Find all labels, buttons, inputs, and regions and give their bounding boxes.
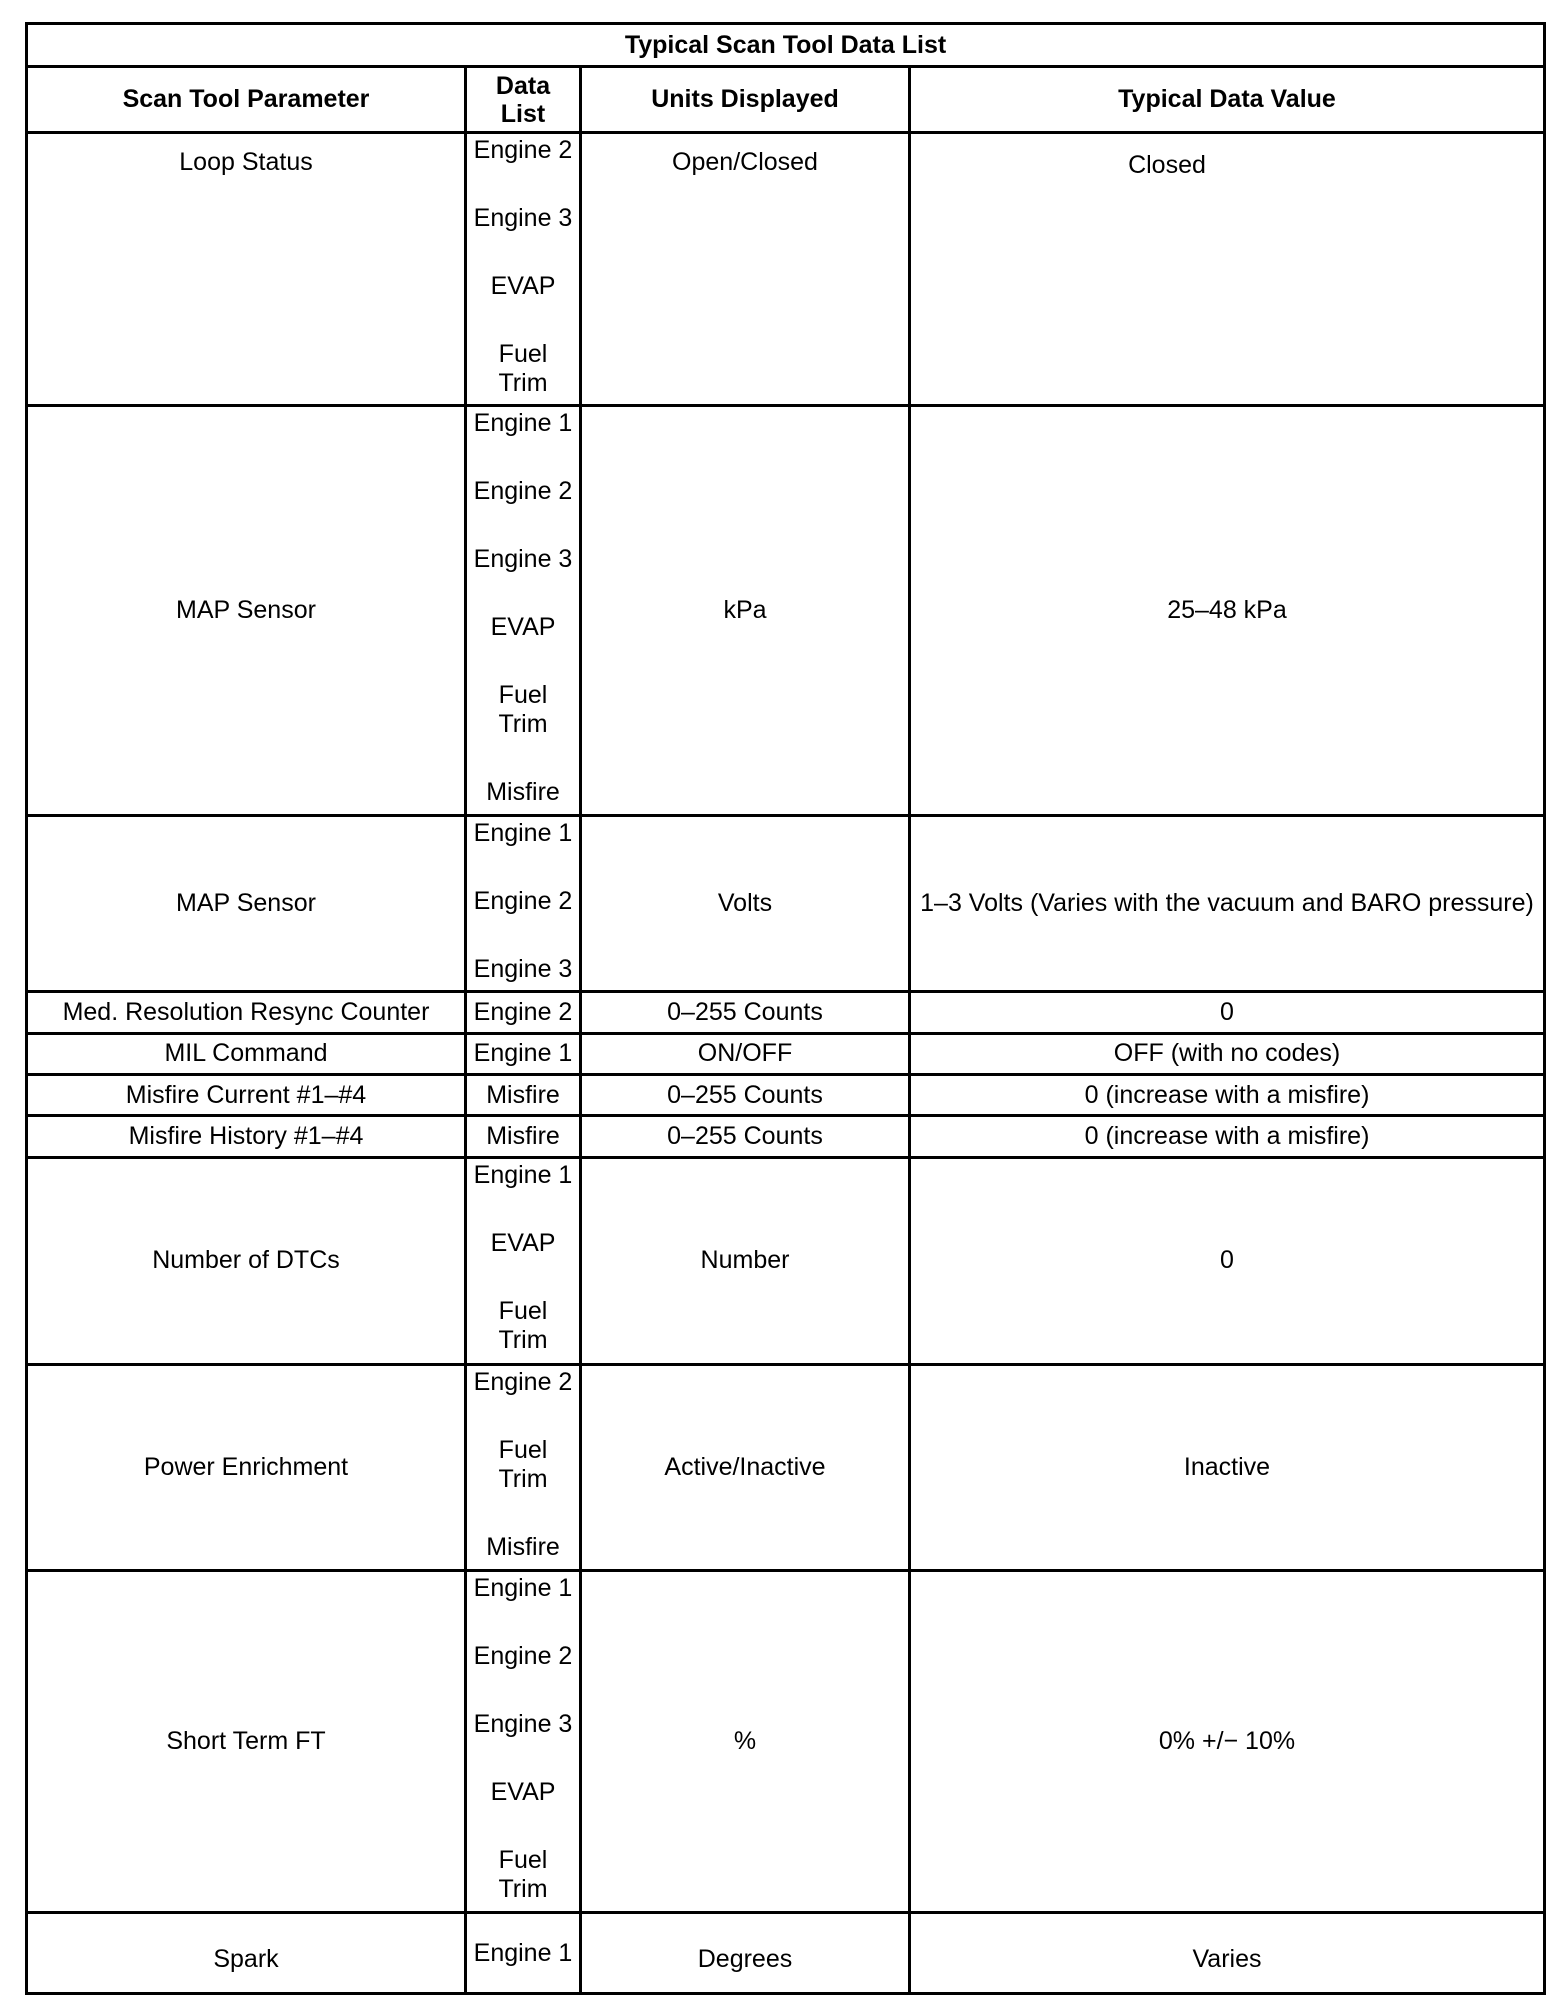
typical-value-cell xyxy=(910,1116,1545,1157)
data-list-item: Engine 1 xyxy=(473,1039,573,1068)
typical-value-cell-text: 1–3 Volts (Varies with the vacuum and BARO pressure) xyxy=(920,889,1534,918)
typical-value-cell xyxy=(910,1075,1545,1116)
data-list-item: Engine 2 xyxy=(473,886,573,915)
units-cell xyxy=(581,1913,910,1994)
parameter-cell-text: Spark xyxy=(213,1944,279,1973)
data-list-cell xyxy=(466,815,581,992)
data-list-item: Misfire xyxy=(486,778,560,807)
data-list-item: Engine 2 xyxy=(473,1367,573,1396)
typical-value-cell xyxy=(910,1364,1545,1571)
table-row xyxy=(27,815,1545,992)
typical-value-cell-text: Varies xyxy=(1192,1944,1262,1973)
data-list-item: Fuel Trim xyxy=(498,1846,548,1904)
table-title: Typical Scan Tool Data List xyxy=(27,24,1545,67)
data-list-item: Engine 2 xyxy=(473,136,573,164)
parameter-cell-text: Power Enrichment xyxy=(143,1452,349,1481)
table-row xyxy=(27,1913,1545,1994)
units-cell-text: Volts xyxy=(717,889,773,918)
typical-value-cell-text: Inactive xyxy=(1183,1452,1271,1481)
header-units-displayed: Units Displayed xyxy=(581,67,910,133)
parameter-cell-text: Med. Resolution Resync Counter xyxy=(62,998,430,1027)
data-list-item: Engine 1 xyxy=(473,409,573,438)
table-row xyxy=(27,992,1545,1033)
units-cell xyxy=(581,133,910,406)
data-list-cell xyxy=(466,1571,581,1913)
data-list-cell xyxy=(466,992,581,1033)
units-cell-text: Degrees xyxy=(697,1944,793,1973)
data-list-cell xyxy=(466,133,581,406)
parameter-cell-text: MIL Command xyxy=(164,1039,328,1068)
data-list-item: Engine 3 xyxy=(473,545,573,574)
units-cell xyxy=(581,1033,910,1074)
units-cell-text: 0–255 Counts xyxy=(667,1080,823,1109)
header-scan-tool-parameter: Scan Tool Parameter xyxy=(27,67,466,133)
scan-tool-data-table xyxy=(25,22,1546,1995)
data-list-item: EVAP xyxy=(490,613,556,642)
units-cell xyxy=(581,1075,910,1116)
header-data-list-text: Data List xyxy=(495,71,551,128)
data-list-cell xyxy=(466,1116,581,1157)
typical-value-cell-text: 0% +/− 10% xyxy=(1158,1727,1296,1756)
units-cell xyxy=(581,815,910,992)
units-cell xyxy=(581,1571,910,1913)
data-list-item: Fuel Trim xyxy=(498,1435,548,1493)
typical-value-cell xyxy=(910,406,1545,816)
parameter-cell xyxy=(27,406,466,816)
units-cell xyxy=(581,1157,910,1364)
units-cell xyxy=(581,1116,910,1157)
units-cell-text: Open/Closed xyxy=(672,148,818,176)
parameter-cell xyxy=(27,1364,466,1571)
table-row xyxy=(27,133,1545,406)
units-cell xyxy=(581,406,910,816)
data-list-item: Misfire xyxy=(486,1080,560,1109)
units-cell-text: Active/Inactive xyxy=(664,1452,826,1481)
data-list-item: EVAP xyxy=(490,1778,556,1807)
data-list-item: Engine 1 xyxy=(473,1574,573,1603)
units-cell-text: 0–255 Counts xyxy=(667,1122,823,1151)
table-row xyxy=(27,1116,1545,1157)
parameter-cell xyxy=(27,1157,466,1364)
units-cell-text: % xyxy=(733,1727,757,1756)
data-list-cell xyxy=(466,1157,581,1364)
data-list-item: Engine 3 xyxy=(473,204,573,232)
parameter-cell-text: Misfire Current #1–#4 xyxy=(125,1080,367,1109)
data-list-cell xyxy=(466,1913,581,1994)
parameter-cell-text: Short Term FT xyxy=(166,1727,326,1756)
units-cell-text: 0–255 Counts xyxy=(667,998,823,1027)
typical-value-cell-text: 25–48 kPa xyxy=(1167,596,1287,625)
table-row xyxy=(27,1571,1545,1913)
table-row xyxy=(27,406,1545,816)
data-list-item: Engine 1 xyxy=(473,818,573,847)
typical-value-cell-text: Closed xyxy=(1128,151,1206,179)
data-list-item: Misfire xyxy=(486,1122,560,1151)
units-cell-text: kPa xyxy=(723,596,767,625)
units-cell-text: ON/OFF xyxy=(697,1039,793,1068)
header-data-list xyxy=(466,67,581,133)
data-list-cell xyxy=(466,1075,581,1116)
typical-value-cell xyxy=(910,1033,1545,1074)
parameter-cell-text: Loop Status xyxy=(179,148,313,176)
data-list-cell xyxy=(466,1033,581,1074)
typical-value-cell-text: 0 xyxy=(1220,1246,1234,1275)
units-cell-text: Number xyxy=(700,1246,790,1275)
header-typical-data-value: Typical Data Value xyxy=(910,67,1545,133)
typical-value-cell xyxy=(910,992,1545,1033)
table-body xyxy=(27,133,1545,1994)
typical-value-cell xyxy=(910,133,1545,406)
data-list-item: Engine 2 xyxy=(473,1642,573,1671)
typical-value-cell-text: 0 (increase with a misfire) xyxy=(1084,1080,1370,1109)
typical-value-cell xyxy=(910,1913,1545,1994)
parameter-cell xyxy=(27,1571,466,1913)
data-list-item: Engine 1 xyxy=(473,1160,573,1189)
table-row xyxy=(27,1075,1545,1116)
parameter-cell xyxy=(27,992,466,1033)
parameter-cell xyxy=(27,1075,466,1116)
data-list-item: Fuel Trim xyxy=(498,340,548,397)
parameter-cell xyxy=(27,1033,466,1074)
data-list-cell xyxy=(466,1364,581,1571)
data-list-item: Engine 3 xyxy=(473,1710,573,1739)
data-list-item: EVAP xyxy=(490,272,556,300)
parameter-cell-text: Number of DTCs xyxy=(152,1246,340,1275)
table-row xyxy=(27,1033,1545,1074)
parameter-cell xyxy=(27,1116,466,1157)
data-list-item: Engine 1 xyxy=(473,1938,573,1967)
typical-value-cell xyxy=(910,1157,1545,1364)
parameter-cell xyxy=(27,133,466,406)
typical-value-cell xyxy=(910,815,1545,992)
data-list-item: Engine 2 xyxy=(473,998,573,1027)
typical-value-cell-text: 0 xyxy=(1220,998,1234,1027)
table-row xyxy=(27,1157,1545,1364)
parameter-cell-text: MAP Sensor xyxy=(176,889,316,918)
data-list-item: Fuel Trim xyxy=(498,1296,548,1354)
units-cell xyxy=(581,1364,910,1571)
table-row xyxy=(27,1364,1545,1571)
parameter-cell xyxy=(27,1913,466,1994)
parameter-cell-text: Misfire History #1–#4 xyxy=(128,1122,364,1151)
typical-value-cell-text: 0 (increase with a misfire) xyxy=(1084,1122,1370,1151)
units-cell xyxy=(581,992,910,1033)
typical-value-cell xyxy=(910,1571,1545,1913)
data-list-item: EVAP xyxy=(490,1228,556,1257)
data-list-item: Misfire xyxy=(486,1532,560,1561)
parameter-cell-text: MAP Sensor xyxy=(176,596,316,625)
data-list-item: Engine 2 xyxy=(473,477,573,506)
data-list-item: Fuel Trim xyxy=(498,681,548,739)
typical-value-cell-text: OFF (with no codes) xyxy=(1113,1039,1341,1068)
parameter-cell xyxy=(27,815,466,992)
data-list-item: Engine 3 xyxy=(473,954,573,983)
data-list-cell xyxy=(466,406,581,816)
